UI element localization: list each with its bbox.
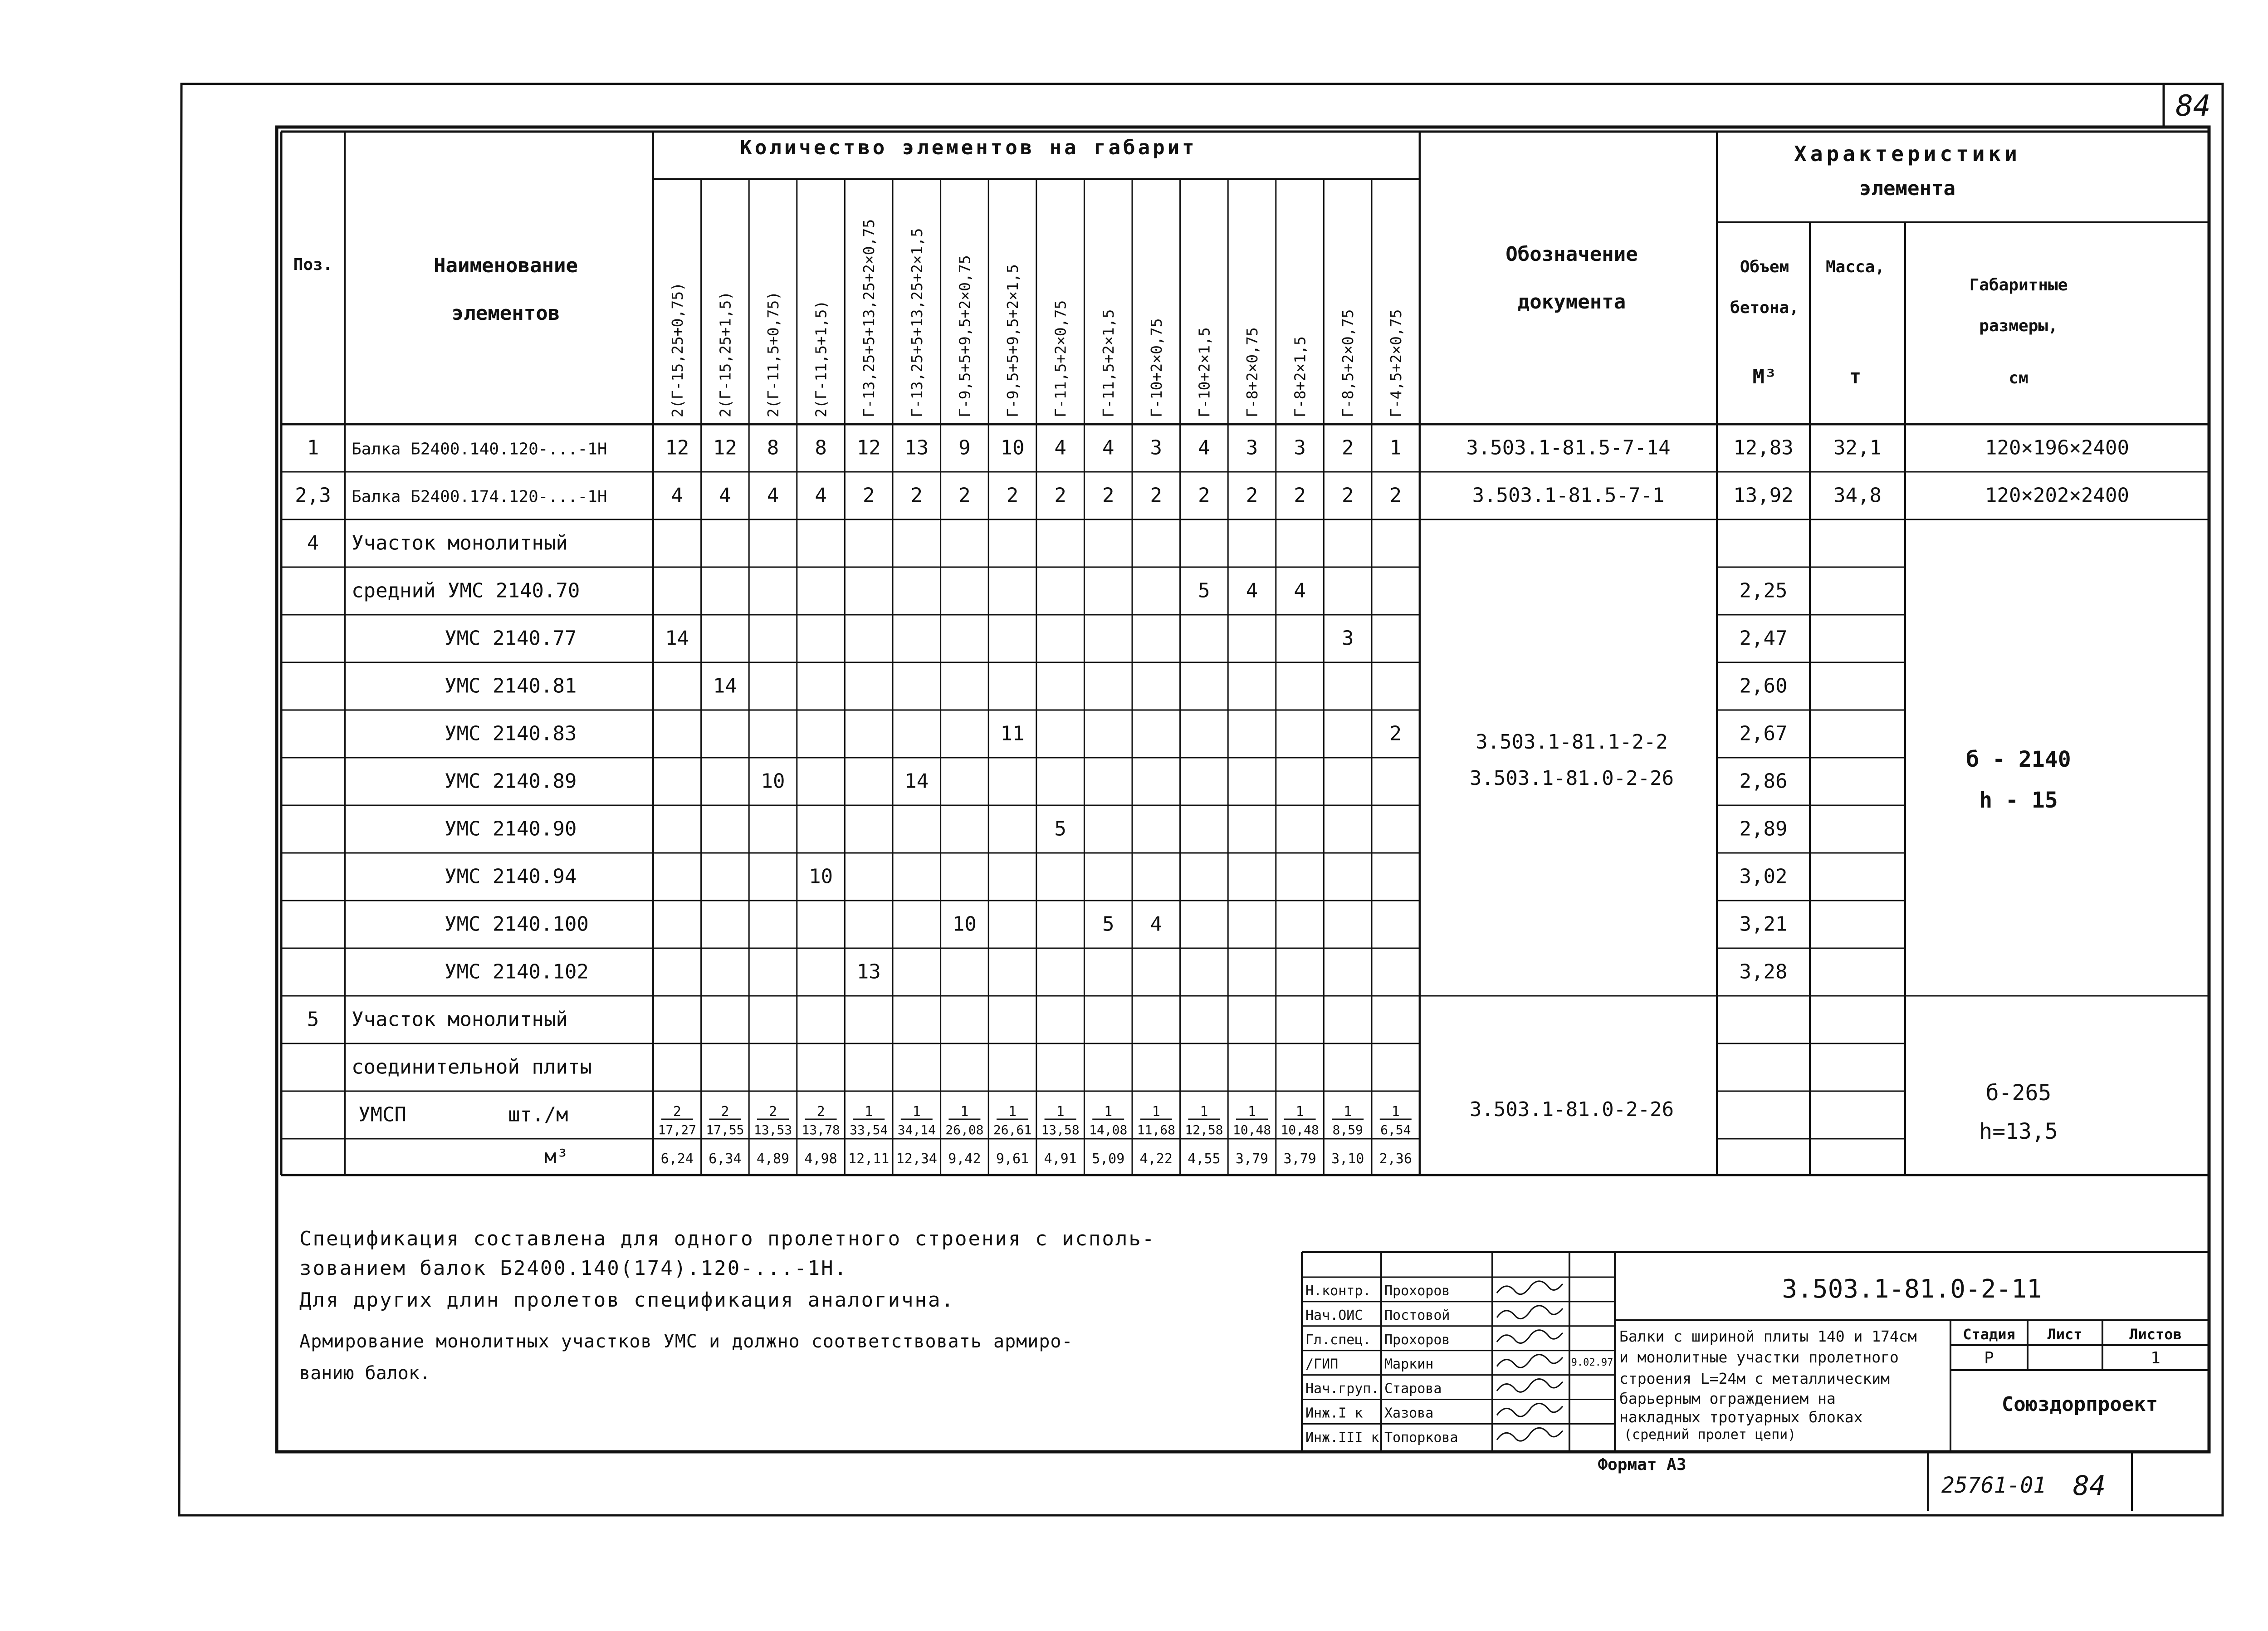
volume-unit: М³ — [1752, 365, 1777, 388]
stage-value: Р — [1984, 1349, 1994, 1367]
qty-cell: 10 — [809, 865, 833, 888]
qty-cell: 4,98 — [804, 1151, 837, 1167]
gabarit-header: Г-11,5+2×1,5 — [1100, 309, 1118, 417]
volume-header-2: бетона, — [1730, 299, 1799, 317]
qty-cell: 2 — [1006, 484, 1019, 507]
staff-role: Нач.груп. — [1305, 1381, 1379, 1397]
page-number: 84 — [2175, 89, 2211, 123]
qty-cell: 13 — [904, 436, 929, 460]
row-volume: 2,67 — [1739, 722, 1788, 745]
row-pos: 1 — [307, 436, 319, 460]
qty-cell: 2 — [1102, 484, 1114, 507]
title-line-6: (средний пролет цепи) — [1624, 1427, 1796, 1443]
staff-name: Старова — [1384, 1381, 1442, 1397]
table-body — [295, 436, 2129, 1169]
row-volume: 2,89 — [1739, 817, 1788, 841]
sheet-label: Лист — [2047, 1326, 2082, 1343]
qty-cell: 1 — [1200, 1104, 1208, 1120]
note-line-1: Спецификация составлена для одного пролетного строения с исполь- — [299, 1227, 1156, 1250]
staff-row — [1305, 1306, 1563, 1323]
qty-cell-sub: 26,61 — [993, 1122, 1032, 1137]
qty-cell: 2 — [1389, 484, 1402, 507]
row-volume: 2,25 — [1739, 579, 1788, 602]
qty-cell: 9,61 — [996, 1151, 1029, 1167]
row-unit: м³ — [544, 1145, 568, 1168]
table-row — [352, 579, 1787, 602]
qty-cell: 12 — [856, 436, 881, 460]
qty-cell: 4 — [1246, 579, 1258, 602]
date-text: 9.02.97 — [1571, 1357, 1613, 1368]
table-row — [307, 1008, 568, 1031]
qty-cell: 2 — [1294, 484, 1306, 507]
staff-name: Топоркова — [1384, 1430, 1458, 1446]
row-mass: 32,1 — [1833, 436, 1882, 460]
table-row — [445, 865, 1787, 888]
designation-header-2: документа — [1517, 290, 1626, 313]
qty-cell: 1 — [912, 1104, 921, 1120]
qty-cell: 3 — [1294, 436, 1306, 460]
row-name: УМС 2140.100 — [445, 912, 589, 936]
qty-cell: 6,24 — [660, 1151, 694, 1167]
row-name: УМС 2140.83 — [445, 722, 577, 745]
name-header-1: Наименование — [434, 254, 578, 277]
characteristics-header-2: элемента — [1859, 177, 1955, 200]
row-doc: 3.503.1-81.5-7-1 — [1472, 484, 1665, 507]
name-header-2: элементов — [451, 302, 560, 325]
qty-cell-sub: 6,54 — [1380, 1122, 1411, 1137]
row-dims: 120×202×2400 — [1985, 484, 2129, 507]
qty-cell: 2 — [1198, 484, 1210, 507]
staff-row — [1305, 1403, 1563, 1421]
staff-role: Нач.ОИС — [1305, 1307, 1363, 1323]
qty-cell: 12,11 — [848, 1151, 890, 1167]
row-volume: 3,02 — [1739, 865, 1788, 888]
qty-cell: 11 — [1000, 722, 1025, 745]
qty-cell: 2 — [1246, 484, 1258, 507]
staff-role: Инж.III к — [1305, 1430, 1379, 1446]
signature-icon — [1497, 1306, 1563, 1319]
qty-cell-sub: 34,14 — [897, 1122, 936, 1137]
signature-icon — [1497, 1281, 1563, 1294]
qty-cell: 3,79 — [1235, 1151, 1269, 1167]
qty-cell: 14 — [665, 627, 689, 650]
table-row — [445, 627, 1787, 650]
qty-cell: 12,34 — [896, 1151, 937, 1167]
archive-page: 84 — [2073, 1470, 2106, 1502]
staff-row — [1305, 1281, 1563, 1299]
table-row — [445, 913, 1787, 936]
staff-row — [1305, 1379, 1563, 1397]
dims-unit: см — [2009, 369, 2028, 387]
row-dims: 120×196×2400 — [1985, 436, 2129, 460]
qty-cell: 4 — [815, 484, 827, 507]
qty-cell: 1 — [1008, 1104, 1017, 1120]
staff-role: Гл.спец. — [1305, 1332, 1371, 1348]
table-row — [295, 484, 2129, 507]
note-line-2: зованием балок Б2400.140(174).120-...-1Н. — [299, 1257, 848, 1280]
row-name: соединительной плиты — [352, 1055, 592, 1079]
gabarit-header: 2(Г-11,5+1,5) — [812, 300, 830, 417]
qty-cell: 3 — [1246, 436, 1258, 460]
row-mass: 34,8 — [1833, 484, 1882, 507]
table-row — [445, 675, 1787, 698]
qty-cell-sub: 13,78 — [802, 1122, 840, 1137]
table-row — [445, 960, 1787, 984]
qty-cell-sub: 11,68 — [1137, 1122, 1175, 1137]
note-line-5: ванию балок. — [299, 1363, 430, 1384]
qty-cell-sub: 14,08 — [1089, 1122, 1128, 1137]
dims-header-1: Габаритные — [1969, 276, 2068, 294]
qty-cell: 2 — [816, 1104, 825, 1120]
qty-cell: 2 — [1341, 436, 1354, 460]
dims-header-2: размеры, — [1979, 317, 2058, 335]
staff-role: /ГИП — [1305, 1356, 1339, 1372]
row-name: Участок монолитный — [352, 1008, 568, 1031]
qty-cell: 3,79 — [1283, 1151, 1316, 1167]
qty-cell: 2,36 — [1379, 1151, 1412, 1167]
table-row — [352, 1056, 592, 1079]
qty-cell: 9,42 — [948, 1151, 981, 1167]
gabarit-header: Г-8+2×0,75 — [1243, 327, 1261, 417]
gabarit-header: 2(Г-11,5+0,75) — [764, 291, 782, 417]
gabarit-header: 2(Г-15,25+1,5) — [716, 291, 734, 417]
row-volume: 13,92 — [1733, 484, 1794, 507]
qty-cell: 10 — [952, 912, 977, 936]
qty-cell-sub: 17,55 — [706, 1122, 744, 1137]
qty-cell-sub: 8,59 — [1332, 1122, 1363, 1137]
gabarit-header: Г-4,5+2×0,75 — [1387, 309, 1405, 417]
qty-cell: 2 — [768, 1104, 777, 1120]
gabarit-header: Г-9,5+5+9,5+2×1,5 — [1004, 264, 1022, 417]
gabarit-header: Г-8,5+2×0,75 — [1339, 309, 1357, 417]
mass-unit: т — [1849, 365, 1862, 388]
row-name: Балка Б2400.174.120-...-1Н — [352, 487, 607, 506]
row-name: УМС 2140.94 — [445, 865, 577, 888]
row-doc: 3.503.1-81.5-7-14 — [1466, 436, 1671, 460]
row-name: УМС 2140.89 — [445, 769, 577, 793]
umsp-width: б-265 — [1985, 1080, 2052, 1106]
row-name: УМСП — [358, 1103, 406, 1127]
qty-cell-sub: 10,48 — [1281, 1122, 1319, 1137]
mass-header: Масса, — [1825, 258, 1885, 276]
organization: Союздорпроект — [2001, 1393, 2158, 1416]
gabarit-header: Г-13,25+5+13,25+2×0,75 — [860, 219, 878, 417]
signature-icon — [1497, 1428, 1563, 1441]
row-volume: 12,83 — [1733, 436, 1794, 460]
table-row — [358, 1103, 1412, 1138]
stage-label: Стадия — [1963, 1326, 2015, 1343]
row-pos: 4 — [307, 531, 319, 555]
umsp-doc: 3.503.1-81.0-2-26 — [1469, 1098, 1674, 1121]
qty-cell: 4 — [1294, 579, 1306, 602]
qty-cell: 2 — [721, 1104, 729, 1120]
qty-cell: 9 — [958, 436, 971, 460]
qty-cell: 10 — [1000, 436, 1025, 460]
staff-row — [1305, 1355, 1563, 1372]
row-name: УМС 2140.77 — [445, 627, 577, 650]
qty-cell-sub: 17,27 — [658, 1122, 696, 1137]
qty-cell: 10 — [761, 769, 785, 793]
staff-role: Н.контр. — [1305, 1283, 1371, 1299]
row-unit: шт./м — [508, 1103, 568, 1127]
characteristics-header-1: Характеристики — [1794, 142, 2021, 166]
gabarit-header: 2(Г-15,25+0,75) — [668, 282, 686, 417]
qty-cell: 4 — [1150, 912, 1163, 936]
table-row — [445, 818, 1787, 841]
qty-cell: 2 — [673, 1104, 681, 1120]
gabarit-header: Г-10+2×1,5 — [1195, 327, 1213, 417]
note-line-4: Армирование монолитных участков УМС и должно соответствовать армиро- — [299, 1331, 1073, 1352]
title-line-2: и монолитные участки пролетного — [1619, 1348, 1899, 1366]
row-volume: 3,21 — [1739, 912, 1788, 936]
gabarit-header: Г-10+2×0,75 — [1147, 318, 1165, 417]
staff-name: Прохоров — [1384, 1332, 1450, 1348]
qty-cell: 3 — [1341, 627, 1354, 650]
qty-cell: 4 — [1198, 436, 1210, 460]
qty-cell: 5,09 — [1092, 1151, 1125, 1167]
signature-icon — [1497, 1355, 1563, 1368]
qty-cell: 4 — [767, 484, 779, 507]
qty-group-header: Количество элементов на габарит — [740, 136, 1197, 159]
title-line-4: барьерным ограждением на — [1619, 1390, 1836, 1407]
qty-cell: 1 — [1344, 1104, 1352, 1120]
table-row — [544, 1145, 1412, 1168]
qty-cell: 2 — [1054, 484, 1066, 507]
row-volume: 2,60 — [1739, 674, 1788, 698]
qty-cell-sub: 13,53 — [753, 1122, 792, 1137]
note-line-3: Для других длин пролетов спецификация аналогична. — [299, 1288, 955, 1312]
format-label: Формат А3 — [1598, 1455, 1686, 1474]
qty-cell: 4 — [671, 484, 684, 507]
umsp-height: h=13,5 — [1979, 1119, 2058, 1144]
designation-header-1: Обозначение — [1505, 243, 1638, 266]
row-pos: 2,3 — [295, 484, 331, 507]
row-name: Участок монолитный — [352, 531, 568, 555]
title-block — [1302, 1252, 2209, 1452]
qty-cell: 4,22 — [1139, 1151, 1173, 1167]
volume-header-1: Объем — [1740, 258, 1789, 276]
gabarit-header: Г-8+2×1,5 — [1291, 336, 1309, 417]
qty-cell: 2 — [1150, 484, 1163, 507]
qty-cell: 12 — [665, 436, 689, 460]
gabarit-header: Г-9,5+5+9,5+2×0,75 — [956, 255, 974, 417]
row-volume: 2,86 — [1739, 769, 1788, 793]
title-line-1: Балки с шириной плиты 140 и 174см — [1619, 1327, 1917, 1345]
qty-cell: 4 — [1102, 436, 1114, 460]
qty-cell-sub: 13,58 — [1041, 1122, 1080, 1137]
staff-name: Маркин — [1384, 1356, 1434, 1372]
qty-cell: 14 — [713, 674, 737, 698]
umsp-group-cells — [1470, 1080, 2058, 1144]
row-pos: 5 — [307, 1008, 319, 1031]
qty-cell: 6,34 — [709, 1151, 742, 1167]
qty-cell: 5 — [1054, 817, 1066, 841]
pos-header: Поз. — [293, 255, 333, 274]
qty-cell: 2 — [910, 484, 923, 507]
staff-name: Хазова — [1384, 1405, 1434, 1421]
row-volume: 3,28 — [1739, 960, 1788, 984]
qty-cell: 2 — [958, 484, 971, 507]
table-grid — [281, 132, 2209, 1175]
gabarit-header: Г-11,5+2×0,75 — [1051, 300, 1070, 417]
signature-icon — [1497, 1403, 1563, 1416]
qty-cell-sub: 10,48 — [1232, 1122, 1271, 1137]
qty-cell: 5 — [1198, 579, 1210, 602]
qty-cell: 1 — [1152, 1104, 1160, 1120]
row-name: УМС 2140.90 — [445, 817, 577, 841]
qty-cell: 2 — [1341, 484, 1354, 507]
qty-cell: 3 — [1150, 436, 1163, 460]
drawing-code: 3.503.1-81.0-2-11 — [1782, 1274, 2042, 1304]
ums-doc-2: 3.503.1-81.0-2-26 — [1469, 767, 1674, 790]
qty-cell: 4,91 — [1044, 1151, 1077, 1167]
qty-cell: 1 — [1389, 436, 1402, 460]
staff-name: Прохоров — [1384, 1283, 1450, 1299]
staff-row — [1305, 1428, 1563, 1445]
row-name: средний УМС 2140.70 — [352, 579, 580, 602]
staff-role: Инж.I к — [1305, 1405, 1363, 1421]
qty-cell: 1 — [960, 1104, 969, 1120]
table-row — [307, 436, 2129, 460]
qty-cell: 4,55 — [1188, 1151, 1221, 1167]
row-name: УМС 2140.102 — [445, 960, 589, 984]
qty-cell: 2 — [1389, 722, 1402, 745]
qty-cell: 13 — [856, 960, 881, 984]
qty-cell: 2 — [862, 484, 875, 507]
ums-doc-1: 3.503.1-81.1-2-2 — [1476, 730, 1668, 754]
ums-height: h - 15 — [1979, 788, 2058, 813]
row-name: УМС 2140.81 — [445, 674, 577, 698]
notes — [299, 1227, 1155, 1384]
sheets-value: 1 — [2151, 1349, 2160, 1367]
signature-icon — [1497, 1379, 1563, 1392]
row-name: Балка Б2400.140.120-...-1Н — [352, 440, 607, 459]
qty-cell: 14 — [904, 769, 929, 793]
qty-cell: 4 — [1054, 436, 1066, 460]
qty-cell-sub: 26,08 — [945, 1122, 984, 1137]
qty-cell: 1 — [1391, 1104, 1400, 1120]
qty-cell: 3,10 — [1331, 1151, 1364, 1167]
title-line-3: строения L=24м с металлическим — [1619, 1370, 1890, 1387]
qty-cell-sub: 33,54 — [850, 1122, 888, 1137]
sheets-label: Листов — [2129, 1326, 2182, 1343]
title-line-5: накладных тротуарных блоках — [1619, 1408, 1863, 1426]
gabarit-header: Г-13,25+5+13,25+2×1,5 — [908, 228, 926, 417]
qty-cell: 4,89 — [756, 1151, 790, 1167]
qty-cell: 1 — [1056, 1104, 1065, 1120]
qty-cell: 8 — [767, 436, 779, 460]
staff-row — [1305, 1330, 1563, 1348]
qty-cell: 1 — [1104, 1104, 1113, 1120]
qty-cell: 8 — [815, 436, 827, 460]
qty-cell: 1 — [1247, 1104, 1256, 1120]
qty-cell: 12 — [713, 436, 737, 460]
qty-cell: 5 — [1102, 912, 1114, 936]
ums-width: б - 2140 — [1966, 747, 2071, 772]
signature-icon — [1497, 1330, 1563, 1343]
table-row — [307, 532, 568, 555]
row-volume: 2,47 — [1739, 627, 1788, 650]
archive-number: 25761-01 — [1941, 1473, 2047, 1498]
qty-cell: 4 — [719, 484, 731, 507]
qty-cell: 1 — [1295, 1104, 1304, 1120]
qty-cell: 1 — [865, 1104, 873, 1120]
qty-cell-sub: 12,58 — [1185, 1122, 1223, 1137]
staff-name: Постовой — [1384, 1307, 1450, 1323]
